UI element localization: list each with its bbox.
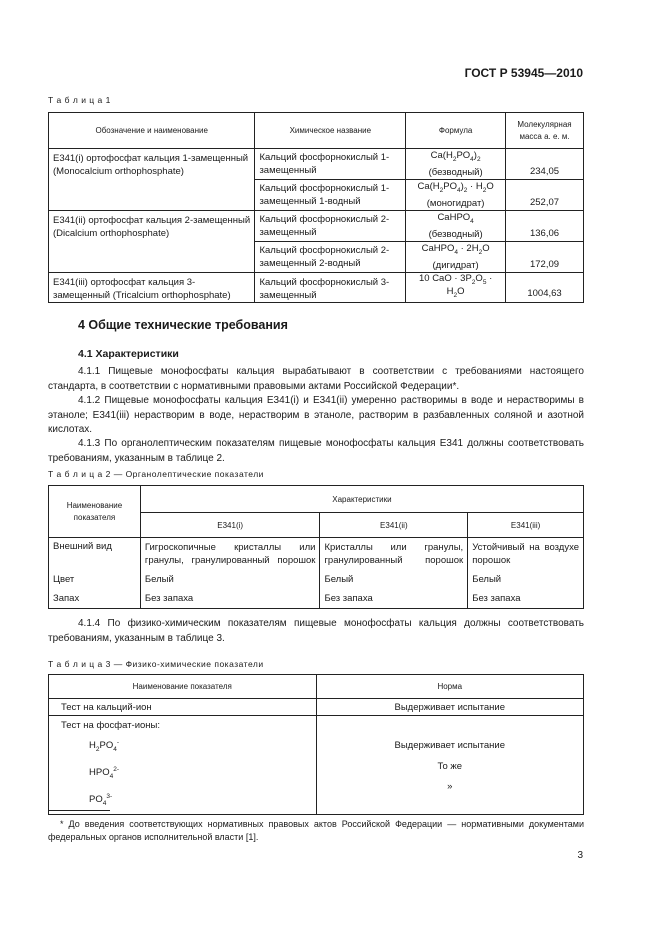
table2-cell: Белый bbox=[140, 571, 320, 589]
table-row bbox=[49, 699, 584, 716]
document-header: ГОСТ Р 53945—2010 bbox=[464, 66, 583, 80]
table-row bbox=[49, 272, 584, 302]
table3-row-value: Выдерживает испытание bbox=[316, 699, 584, 716]
table1-group-name: Е341(i) ортофосфат кальция 1-замещенный (Monocalcium orthophosphate) bbox=[49, 149, 255, 211]
table2-cell: Белый bbox=[468, 571, 584, 589]
table1-header-name: Обозначение и наименование bbox=[49, 113, 255, 149]
paragraph-4-1-4: 4.1.4 По физико-химическим показателям пищевые монофосфаты кальция должны соответствовать требованиям, указанным в таблице 3. bbox=[48, 618, 584, 644]
table1-chem: Кальций фосфорнокислый 1-замещенный bbox=[255, 149, 406, 180]
table1-chem: Кальций фосфорнокислый 2-замещенный 2-водный bbox=[255, 241, 406, 272]
table2-cell: Без запаха bbox=[320, 589, 468, 609]
table2-header-group: Характеристики bbox=[140, 486, 583, 513]
ion-hpo4: $HPO_4^{2-}$ bbox=[89, 766, 119, 781]
table1-formula: 10 CaO · $3P_2O_5 \cdot H_2O$ bbox=[406, 272, 506, 302]
footnote: * До введения соответствующих нормативных правовых актов Российской Федерации — нормативными документами федеральных органов исполнительной власти [1]. bbox=[48, 819, 584, 842]
table2-row-name: Цвет bbox=[49, 571, 141, 589]
table2-row-name: Внешний вид bbox=[49, 538, 141, 571]
table1-group-name: Е341(iii) ортофосфат кальция 3-замещенный (Tricalcium orthophosphate) bbox=[49, 272, 255, 302]
norm-value: » bbox=[447, 781, 453, 792]
table3-header-name: Наименование показателя bbox=[49, 675, 317, 699]
table3-row-value bbox=[316, 716, 584, 815]
table-row bbox=[49, 538, 584, 571]
table3-caption: Т а б л и ц а 3 — Физико-химические показатели bbox=[48, 659, 264, 669]
table-row bbox=[49, 210, 584, 241]
table2-caption: Т а б л и ц а 2 — Органолептические показатели bbox=[48, 469, 264, 479]
table1-mass: 234,05 bbox=[506, 149, 584, 180]
table3 bbox=[48, 674, 584, 815]
table2-cell: Гигроскопичные кристаллы или гранулы, гранулированный порошок bbox=[140, 538, 320, 571]
table1-header-chem: Химическое название bbox=[255, 113, 406, 149]
norm-value: Выдерживает испытание bbox=[394, 740, 505, 751]
norm-value: То же bbox=[437, 760, 463, 772]
table2-cell: Без запаха bbox=[140, 589, 320, 609]
table1 bbox=[48, 112, 584, 303]
ion-po4: $PO_4^{3-}$ bbox=[89, 793, 113, 808]
table2-cell: Устойчивый на воздухе порошок bbox=[468, 538, 584, 571]
section-title: 4 Общие технические требования bbox=[78, 318, 288, 332]
paragraph-4-1-3: 4.1.3 По органолептическим показателям пищевые монофосфаты кальция Е341 должны соответствовать требованиям, указанным в таблице 2. bbox=[48, 438, 584, 464]
table1-header-formula: Формула bbox=[406, 113, 506, 149]
table1-mass: 1004,63 bbox=[506, 272, 584, 302]
table2-header-e341iii: Е341(iii) bbox=[468, 513, 584, 538]
ion-h2po4: $H_2PO_4^-$ bbox=[89, 739, 120, 754]
table-row bbox=[49, 589, 584, 609]
table1-formula: $Ca(H_2PO_4)_2 \cdot H_2O$ (моногидрат) bbox=[406, 179, 506, 210]
table2-cell: Без запаха bbox=[468, 589, 584, 609]
table-row bbox=[49, 716, 584, 815]
table2-header-e341ii: Е341(ii) bbox=[320, 513, 468, 538]
table2 bbox=[48, 485, 584, 609]
table3-row-name bbox=[49, 716, 317, 815]
table1-caption: Т а б л и ц а 1 bbox=[48, 95, 111, 105]
paragraph-4-1-1: 4.1.1 Пищевые монофосфаты кальция вырабатывают в соответствии с требованиями настоящего стандарта, в соответствии с нормативными правовыми актами Российской Федерации*. bbox=[48, 366, 584, 392]
table2-header-name: Наименование показателя bbox=[49, 486, 141, 538]
table2-row-name: Запах bbox=[49, 589, 141, 609]
table-row bbox=[49, 149, 584, 180]
phosphate-test-label: Тест на фосфат-ионы: bbox=[61, 720, 161, 731]
table1-chem: Кальций фосфорнокислый 2-замещенный bbox=[255, 210, 406, 241]
table1-formula: $Ca(H_2PO_4)_2$ (безводный) bbox=[406, 149, 506, 180]
table-row bbox=[49, 571, 584, 589]
table1-chem: Кальций фосфорнокислый 1-замещенный 1-водный bbox=[255, 179, 406, 210]
table2-cell: Кристаллы или гранулы, гранулированный порошок bbox=[320, 538, 468, 571]
table2-header-e341i: Е341(i) bbox=[140, 513, 320, 538]
table1-mass: 252,07 bbox=[506, 179, 584, 210]
table1-formula: CaHPO$_4$ · $2H_2O$ (дигидрат) bbox=[406, 241, 506, 272]
table2-cell: Белый bbox=[320, 571, 468, 589]
table3-row-name: Тест на кальций-ион bbox=[49, 699, 317, 716]
page-number: 3 bbox=[577, 850, 583, 861]
subsection-title: 4.1 Характеристики bbox=[78, 348, 179, 360]
table1-chem: Кальций фосфорнокислый 3-замещенный bbox=[255, 272, 406, 302]
table1-formula: CaHPO$_4$ (безводный) bbox=[406, 210, 506, 241]
table3-header-norm: Норма bbox=[316, 675, 584, 699]
table1-header-mass: Молекулярная масса а. е. м. bbox=[506, 113, 584, 149]
footnote-rule bbox=[48, 810, 110, 811]
table1-group-name: Е341(ii) ортофосфат кальция 2-замещенный (Dicalcium orthophosphate) bbox=[49, 210, 255, 272]
table1-mass: 136,06 bbox=[506, 210, 584, 241]
table1-mass: 172,09 bbox=[506, 241, 584, 272]
paragraph-4-1-2: 4.1.2 Пищевые монофосфаты кальция Е341(i) и Е341(ii) умеренно растворимы в воде и нерастворимы в этаноле; Е341(iii) нерастворим в воде, нерастворим в этаноле, растворим в разбавленных соляной и азотной кислотах. bbox=[48, 395, 584, 435]
